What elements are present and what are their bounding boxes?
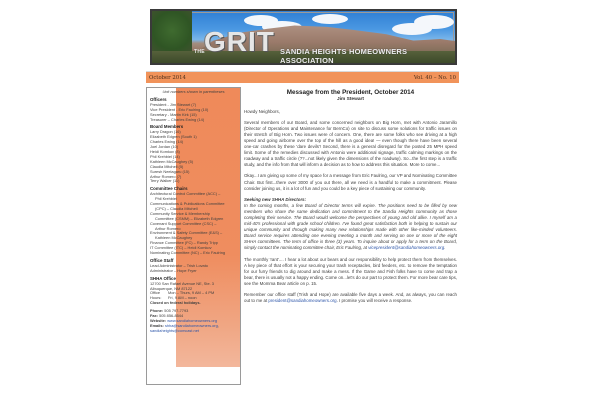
phone-label: Phone: bbox=[150, 308, 164, 314]
issue-date: October 2014 bbox=[149, 74, 186, 81]
committee-name: Nominating Committee (NC) – Eric Faulring bbox=[150, 250, 226, 256]
issue-bar bbox=[146, 71, 459, 83]
article-title: Message from the President, October 2014 bbox=[286, 89, 415, 96]
board-member: Larry Dragon (16) bbox=[150, 129, 181, 135]
committee-chair: Committee (CSMM) – Elizabeth Edgren bbox=[155, 215, 224, 221]
committee-chair: Arthur Romero bbox=[155, 225, 181, 231]
officer-item: Vice President - Eric Faulring (10) bbox=[150, 106, 209, 112]
committee-name: Community Service & Membership bbox=[150, 210, 210, 216]
board-member: Charles Ewing (14) bbox=[150, 139, 184, 145]
email-link-office[interactable]: shha@sandiahomeowners.org bbox=[164, 322, 218, 328]
emails-line: Emails: shha@sandiahomeowners.org, bbox=[150, 322, 219, 328]
staff-item: Lead Administrator – Trish Lovato bbox=[150, 262, 208, 268]
committee-chair: Kathleen McCaughey bbox=[155, 235, 193, 241]
greeting: Howdy Neighbors, bbox=[244, 108, 280, 114]
cloud-shape bbox=[414, 15, 454, 29]
board-member: Elizabeth Edgren (South 1) bbox=[150, 134, 197, 140]
holidays-note: Closed on federal holidays. bbox=[150, 300, 201, 306]
contact-text-after: . I promise you will receive a response. bbox=[336, 298, 413, 304]
issue-volume: Vol. 40 – No. 10 bbox=[413, 74, 456, 81]
directory-sidebar bbox=[146, 87, 241, 385]
paragraph-traffic: Several members of our Board, and some concerned neighbors on Big Horn, met with Antonio Jaramillo (Director of Operations and Maintenance for BernCo) on site to discuss some solutions for traffic issues on their stretch of Big Horn. Two issues were of concern. One, there are some folks who see driving at a high speed and going airborne over the top of the hill as a good idea! — even though there have been several one-car crashes by these 'dare devils'! Second, there is a general disregard for the posted 25 MPH speed limit. Some of the remedies discussed with Antonio were additional signage, traffic calming markings on the roadway and a traffic circle (??...not likely given the dimensions of the roadway). So...the first step is a traffic study, and the info from that will inform a decision as to how to address this situation. More to come... bbox=[244, 119, 457, 168]
paragraph-volunteers: Okay...I am giving up some of my space for a message from Eric Faulring, our VP and Nominating Committee Chair. But first...there over 3000 of you out there, all we need is a handful to make a commitment. Please consider joining us, it is a lot of fun and you could be a key piece of sustaining our community. bbox=[244, 173, 457, 191]
officers-heading: Officers bbox=[150, 96, 167, 102]
contact-text-before: Remember our office staff (Trish and Hope) are available five days a week. And, as always, you can reach out to me at bbox=[244, 292, 457, 304]
directors-text: In the coming months, a few Board of Director terms will expire. The positions need to be filled by new members who share the same dedication and commitment to the Sandia Heights community as those completing their service. The Board would welcome the perspectives of young and old alike. I myself am a mid-40's professional with grade school children. I've found great satisfaction both in helping to sustain our unique community and through making many new relationships made with other like-minded volunteers. Board service requires attending one evening meeting a month and serving on one or more of the eight SHHA committees. The term of office is three (3) years. To inquire about or apply for a term on the Board, simply contact the nominating committee chair, Eric Faulring, at bbox=[244, 202, 457, 251]
office-heading: SHHA Office bbox=[150, 275, 176, 281]
board-member: Terry Walker (11) bbox=[150, 178, 180, 184]
fax-value: 505 856-8544 bbox=[159, 313, 184, 319]
committee-name: Communications & Publications Committee bbox=[150, 201, 225, 207]
fax-label: Fax: bbox=[150, 313, 158, 319]
email-link-comcast[interactable]: sandiaheights@comcast.net bbox=[150, 327, 199, 333]
vicepresident-email-link[interactable]: vicepresident@sandiahomeowners.org bbox=[368, 245, 445, 251]
board-member: Heidi Komkov (8) bbox=[150, 148, 180, 154]
committees-heading: Committee Chairs bbox=[150, 186, 188, 192]
paragraph-bears: The monthly 'rant'.... I hear a lot about our bears and our responsibility to help protect them from themselves. A key piece of that effort is your securing your trash receptacles, bird feeders, etc. to remove the temptation for our furry friends to dig around and make a mess. If the Game and Fish folks have to come and trap a bear, there is usually not a happy ending. Come on...let's do our part to protect them. For more bear care tips, see the Momma Bear article on p. 15. bbox=[244, 256, 457, 286]
paragraph-directors: In the coming months, a few Board of Director terms will expire. The positions need to be filled by new members who share the same dedication and commitment to the Sandia Heights community as those completing their service. The Board would welcome the perspectives of young and old alike. I myself am a mid-40's professional with grade school children. I've found great satisfaction both in helping to sustain our unique community and through making many new relationships made with other like-minded volunteers. Board service requires attending one evening meeting a month and serving on one or more of the eight SHHA committees. The term of office is three (3) years. To inquire about or apply for a term on the Board, simply contact the nominating committee chair, Eric Faulring, at vicepresident@sandiahomeowners.org. bbox=[244, 202, 457, 251]
committee-name: Finance Committee (FC) – Randy Tripp bbox=[150, 240, 218, 246]
masthead-the: THE bbox=[194, 49, 205, 55]
phone-value: 505 797-7793 bbox=[164, 308, 189, 314]
website-link[interactable]: www.sandiahomeowners.org bbox=[167, 317, 217, 323]
board-member: Claudia Mitchell (5) bbox=[150, 163, 184, 169]
board-heading: Board Members bbox=[150, 124, 184, 130]
president-message-article bbox=[244, 87, 457, 397]
hours-weekday: Mon – Thurs, 9 AM – 4 PM bbox=[168, 290, 215, 296]
hours-friday: Fri, 9 AM – noon bbox=[168, 295, 197, 301]
committee-chair: Phil Krehbiel bbox=[155, 196, 177, 202]
staff-heading: Office Staff bbox=[150, 258, 174, 263]
committee-name: IT Committee (ITC) – Heidi Komkov bbox=[150, 245, 212, 251]
committee-chair: (CPC) – Claudia Mitchell bbox=[155, 205, 198, 211]
unit-note: Unit numbers shown in parentheses bbox=[162, 89, 225, 94]
cloud-shape bbox=[312, 14, 348, 24]
board-member: Kathleen McCaughey (5) bbox=[150, 158, 194, 164]
website-label: Website: bbox=[150, 317, 167, 323]
committee-name: Environment & Safety Committee (E&S) – bbox=[150, 230, 223, 236]
board-member: Arthur Romero (7) bbox=[150, 173, 182, 179]
board-member: Suresh Neelagaru (15) bbox=[150, 168, 190, 174]
seeking-directors-heading: Seeking new SHHA Directors: bbox=[244, 196, 307, 202]
paragraph-contact bbox=[244, 292, 457, 304]
board-member: Joel Jordan (10) bbox=[150, 144, 179, 150]
masthead-subtitle: SANDIA HEIGHTS HOMEOWNERS ASSOCIATION bbox=[280, 47, 408, 65]
officer-item: President - Jim Stewart (7) bbox=[150, 101, 197, 107]
staff-item: Administrator – Hope Fryer bbox=[150, 267, 197, 273]
officer-item: Treasurer – Charles Ewing (14) bbox=[150, 116, 205, 122]
address-line: 12700 San Rafael Avenue NE, Ste. 3 bbox=[150, 280, 214, 286]
masthead-banner bbox=[150, 9, 457, 65]
hours-label: Office Hours: bbox=[150, 290, 162, 301]
newsletter-page bbox=[146, 9, 458, 400]
article-author: Jim Stewart bbox=[337, 96, 364, 102]
committee-name: Architectural Control Committee (ACC) – bbox=[150, 191, 221, 197]
president-email-link[interactable]: president@sandiahomeowners.org bbox=[268, 298, 337, 304]
emails-label: Emails: bbox=[150, 322, 164, 328]
officer-item: Secretary - Martin Kirk (15) bbox=[150, 111, 197, 117]
board-member: Phil Krehbiel (14) bbox=[150, 153, 180, 159]
masthead-title: GRIT bbox=[204, 26, 275, 57]
committee-name: Covenant Support Committee (CSC) – bbox=[150, 220, 217, 226]
address-line: Albuquerque, NM 87122 bbox=[150, 285, 193, 291]
